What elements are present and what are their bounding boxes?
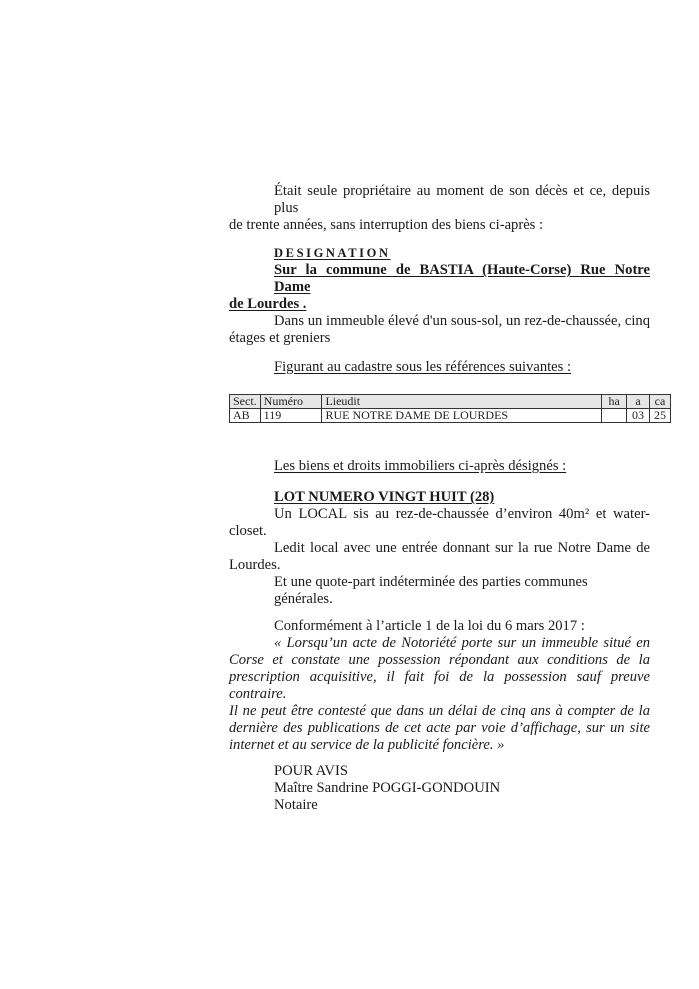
cell-lieudit: RUE NOTRE DAME DE LOURDES — [322, 409, 602, 423]
cell-a: 03 — [627, 409, 650, 423]
signature-name: Maître Sandrine POGGI-GONDOUIN — [274, 780, 501, 796]
signature-block — [229, 763, 650, 814]
lot-desc-line-1: Un LOCAL sis au rez-de-chaussée d’environ 40m² et water- — [274, 506, 650, 522]
law-quote-line: Il ne peut être contesté que dans un délai de cinq ans à compter de la — [229, 703, 650, 719]
lot-common-parts: Et une quote-part indéterminée des parties communes générales. — [274, 574, 588, 607]
commune-line-1: Sur la commune de BASTIA (Haute-Corse) Rue Notre Dame — [274, 262, 650, 295]
law-intro: Conformément à l’article 1 de la loi du 6 mars 2017 : — [274, 618, 585, 634]
lot-desc-line-2: closet. — [229, 523, 267, 539]
col-header-a: a — [627, 395, 650, 409]
cadastre-intro: Figurant au cadastre sous les références suivantes : — [274, 359, 572, 375]
cell-numero: 119 — [260, 409, 322, 423]
biens-intro: Les biens et droits immobiliers ci-après désignés : — [274, 458, 567, 474]
col-header-sect: Sect. — [230, 395, 261, 409]
lot-title: LOT NUMERO VINGT HUIT (28) — [274, 489, 495, 505]
col-header-ca: ca — [650, 395, 671, 409]
lot-entry-line-2: Lourdes. — [229, 557, 281, 573]
cell-sect: AB — [230, 409, 261, 423]
commune-heading — [229, 262, 650, 313]
col-header-ha: ha — [602, 395, 627, 409]
cadastre-table — [229, 394, 671, 423]
cell-ca: 25 — [650, 409, 671, 423]
intro-line-2: de trente années, sans interruption des biens ci-après : — [229, 217, 544, 233]
table-row — [230, 409, 671, 423]
law-quote-line: « Lorsqu’un acte de Notoriété porte sur un immeuble situé en — [274, 635, 650, 651]
building-paragraph — [229, 313, 650, 347]
signature-pour-avis: POUR AVIS — [274, 763, 348, 779]
designation-heading: DESIGNATION — [274, 246, 391, 260]
law-paragraph — [229, 618, 650, 754]
cell-ha — [602, 409, 627, 423]
cadastre-header-row — [230, 395, 671, 409]
law-quote-line: prescription acquisitive, il fait foi de la possession sauf preuve contraire. — [229, 669, 650, 702]
lot-description — [229, 506, 650, 608]
building-line-1: Dans un immeuble élevé d'un sous-sol, un rez-de-chaussée, cinq — [274, 313, 650, 329]
law-quote-line: Corse et constate une possession répondant aux conditions de la — [229, 652, 650, 668]
intro-line-1: Était seule propriétaire au moment de son décès et ce, depuis plus — [274, 183, 650, 216]
intro-paragraph — [229, 183, 650, 234]
law-quote-line: internet et au service de la publicité foncière. » — [229, 737, 505, 753]
signature-title: Notaire — [274, 797, 318, 813]
col-header-numero: Numéro — [260, 395, 322, 409]
lot-entry-line-1: Ledit local avec une entrée donnant sur la rue Notre Dame de — [274, 540, 650, 556]
building-line-2: étages et greniers — [229, 330, 331, 346]
col-header-lieudit: Lieudit — [322, 395, 602, 409]
law-quote-line: dernière des publications de cet acte par voie d’affichage, sur un site — [229, 720, 650, 736]
commune-line-2: de Lourdes . — [229, 296, 307, 312]
